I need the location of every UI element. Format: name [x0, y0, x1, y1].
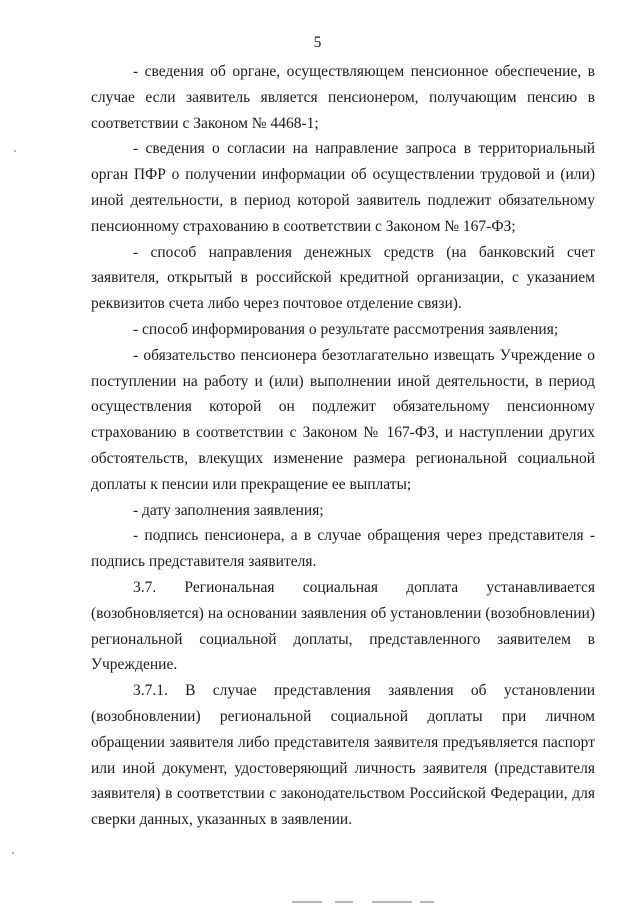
scan-speck: [14, 150, 16, 152]
scan-edge-mark: [292, 901, 322, 903]
scan-speck: [12, 852, 14, 854]
paragraph-pfr-request-consent: - сведения о согласии на направление запроса в территориальный орган ПФР о получении информации об осуществлении трудовой и (или) иной деятельности, в период которой заявитель подлежит обязательному пенсионному страхованию в соответствии с Законом № 167-ФЗ;: [91, 140, 595, 235]
paragraph-section-3-7-1: 3.7.1. В случае представления заявления об установлении (возобновлении) региональной социальной доплаты при личном обращении заявителя либо представителя заявителя предъявляется паспорт или иной документ, удостоверяющий личность заявителя (представителя заявителя) в соответствии с законодательством Российской Федерации, для сверки данных, указанных в заявлении.: [91, 682, 595, 829]
paragraph-pensioner-obligation: - обязательство пенсионера безотлагательно извещать Учреждение о поступлении на работу и (или) выполнении иной деятельности, в период осуществления которой он подлежит обязательному пенсионному страхованию в соответствии с Законом № 167-ФЗ, и наступлении других обстоятельств, влекущих изменение размера региональной социальной доплаты к пенсии или прекращение ее выплаты;: [91, 346, 595, 493]
scan-edge-mark: [335, 901, 353, 903]
paragraph-pension-authority: - сведения об органе, осуществляющем пенсионное обеспечение, в случае если заявитель является пенсионером, получающим пенсию в соответствии с Законом № 4468-1;: [91, 63, 595, 132]
scan-edge-mark: [420, 901, 434, 903]
paragraph-signature: - подпись пенсионера, а в случае обращения через представителя - подпись представителя заявителя.: [91, 527, 595, 571]
scan-edge-mark: [372, 901, 412, 903]
paragraph-section-3-7: 3.7. Региональная социальная доплата устанавливается (возобновляется) на основании заявления об установлении (возобновлении) региональной социальной доплаты, представленного заявителем в Учреждение.: [91, 578, 595, 674]
page-number: 5: [313, 34, 322, 51]
paragraph-payment-method: - способ направления денежных средств (на банковский счет заявителя, открытый в российской кредитной организации, с указанием реквизитов счета либо через почтовое отделение связи).: [91, 243, 595, 313]
document-body: [91, 59, 595, 833]
paragraph-application-date: - дату заполнения заявления;: [133, 501, 324, 519]
paragraph-notification-method: - способ информирования о результате рассмотрения заявления;: [133, 320, 559, 338]
